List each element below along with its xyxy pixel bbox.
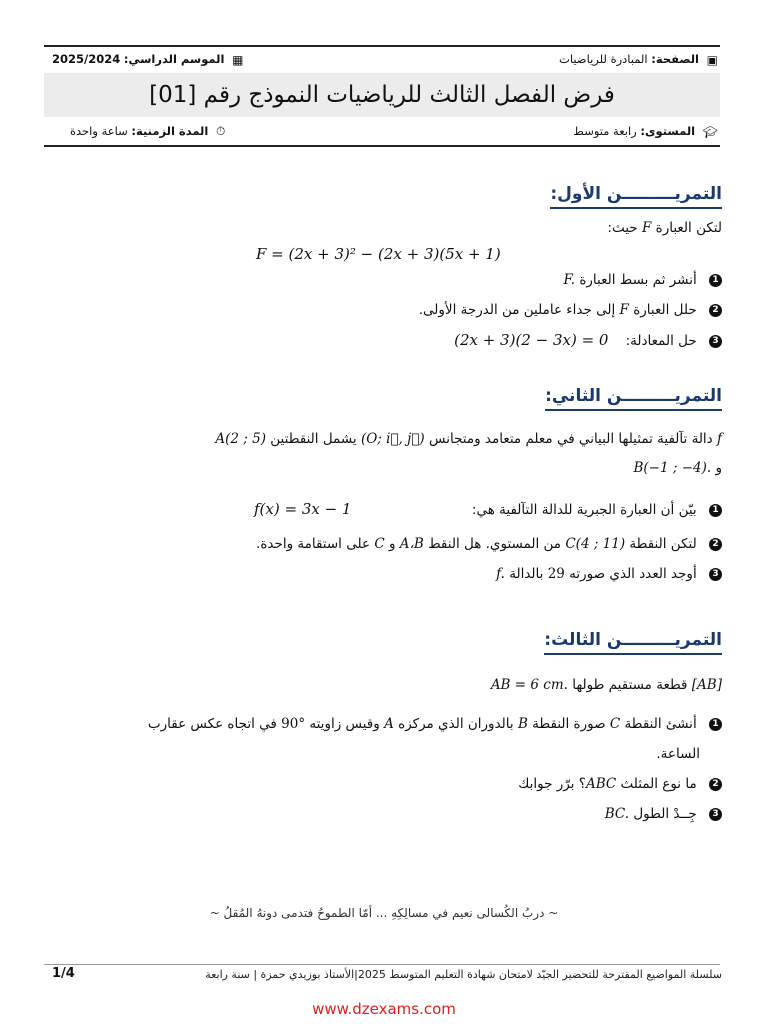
- ex1-intro-var: F: [641, 220, 652, 236]
- ex2-intro-cont: [633, 460, 722, 476]
- ex3-q2-tri: ABC: [585, 776, 617, 792]
- ex2-q3-pre: أوجد العدد الذي صورته: [569, 566, 697, 582]
- q-number: 1: [709, 274, 722, 287]
- footer-rule: [44, 964, 720, 965]
- ex1-q1-text: أنشر ثم بسط العبارة: [579, 272, 697, 288]
- page-title: فرض الفصل الثالث للرياضيات النموذج رقم [01]: [44, 73, 720, 117]
- ex2-q2-and: و: [388, 536, 396, 552]
- q-number: 2: [709, 538, 722, 551]
- ex1-q2-post: إلى جداء عاملين من الدرجة الأولى.: [418, 302, 616, 318]
- ex2-q2-pre: لتكن النقطة: [629, 536, 697, 552]
- ex3-q1-mid3: وقيس زاويته: [309, 716, 380, 732]
- ex3-intro-text: قطعة مستقيم طولها: [572, 677, 688, 693]
- ex2-intro-text2: يشمل النقطتين: [270, 431, 357, 447]
- ex2-intro-and: و: [715, 460, 722, 476]
- exercise-1-title: التمريـــــــــن الأول:: [550, 184, 722, 209]
- ex2-q3-mid: بالدالة: [509, 566, 544, 582]
- footer-quote: ~ دربُ الكُسالى نعيم في مسالِكِهِ ... أمّا الطموحُ فتدمى دونهُ المُقلُ ~: [209, 906, 559, 920]
- ex1-intro: [607, 220, 722, 236]
- q-number: 2: [709, 304, 722, 317]
- ex1-q2-pre: حلل العبارة: [633, 302, 697, 318]
- ex1-q3-eq: (2x + 3)(2 − 3x) = 0: [454, 331, 609, 349]
- ex3-q1-mid: صورة النقطة: [532, 716, 606, 732]
- ex2-q2-mid: من المستوي. هل النقط: [428, 536, 562, 552]
- page-number: 1/4: [52, 966, 75, 981]
- q-number: 3: [709, 568, 722, 581]
- graduation-cap-icon: 🎓︎: [702, 124, 718, 139]
- ex2-q1-text: بيّن أن العبارة الجبرية للدالة التآلفية هي:: [471, 502, 697, 518]
- ex3-q1-c: C: [609, 716, 621, 732]
- ex1-q2: [419, 302, 722, 318]
- level-value: رابعة متوسط: [573, 124, 637, 138]
- header-top-rule: [44, 45, 720, 47]
- ex3-q3-seg: BC.: [604, 806, 630, 822]
- ex1-intro-pre: لتكن العبارة: [655, 220, 722, 236]
- ex3-intro-seg: [AB]: [691, 677, 722, 693]
- q-number: 1: [709, 504, 722, 517]
- ex3-q1-pre: أنشئ النقطة: [624, 716, 697, 732]
- ex3-q1: [148, 716, 722, 732]
- ex2-q2-point: C(4 ; 11): [565, 536, 626, 552]
- season-meta: [52, 52, 247, 67]
- ex2-point-a: A(2 ; 5): [215, 431, 266, 447]
- ex3-intro: [491, 677, 722, 693]
- page-value: المبادرة للرياضيات: [559, 52, 648, 66]
- header-bottom-rule: [44, 145, 720, 147]
- ex2-q3: [496, 566, 722, 582]
- ex2-q1: [472, 502, 722, 518]
- ex3-q2-pre: ما نوع المثلث: [620, 776, 697, 792]
- ex3-q1-angle: 90°: [281, 716, 306, 732]
- ex2-q2-pts: A،B: [399, 536, 424, 552]
- page-label: الصفحة:: [651, 52, 699, 66]
- ex2-intro-frame: (O; i⃗, j⃗): [360, 431, 425, 447]
- ex3-intro-len: AB = 6 cm.: [490, 677, 568, 693]
- exercise-2-title: التمريـــــــــن الثاني:: [545, 386, 722, 411]
- ex3-q1-a: A: [384, 716, 394, 732]
- ex1-q1: [563, 272, 722, 288]
- q-number: 2: [709, 778, 722, 791]
- ex2-point-b: B(−1 ; −4).: [633, 460, 712, 476]
- duration-label: المدة الزمنية:: [131, 124, 209, 138]
- ex3-q3: [605, 806, 722, 822]
- page-meta: [559, 52, 722, 67]
- ex2-intro-text: دالة تآلفية تمثيلها البياني في معلم متعامد ومتجانس: [429, 431, 713, 447]
- level-label: المستوى:: [640, 124, 696, 138]
- ex1-equation: F = (2x + 3)² − (2x + 3)(5x + 1): [256, 245, 501, 263]
- ex3-q2-post: ؟ برّر جوابك: [518, 776, 586, 792]
- stopwatch-icon: ⏱︎: [215, 124, 226, 138]
- ex3-q1-post: في اتجاه عكس عقارب: [147, 716, 277, 732]
- ex3-q1-mid2: بالدوران الذي مركزه: [398, 716, 514, 732]
- q-number: 3: [709, 808, 722, 821]
- ex2-q3-val: 29: [547, 566, 565, 582]
- q-number: 3: [709, 335, 722, 348]
- site-link[interactable]: www.dzexams.com: [312, 1000, 456, 1018]
- ex2-q1-eq: f(x) = 3x − 1: [254, 500, 352, 518]
- ex2-intro-var: f: [717, 431, 722, 447]
- ex3-q3-pre: جِــدْ الطول: [633, 806, 697, 822]
- ex3-q1-cont: [656, 746, 700, 762]
- duration-value: ساعة واحدة: [70, 124, 128, 138]
- ex1-q1-var: F.: [563, 272, 576, 288]
- q-number: 1: [709, 718, 722, 731]
- ex2-q2: [256, 536, 722, 552]
- ex2-q3-var: f.: [496, 566, 505, 582]
- calendar-icon: ▦: [232, 52, 244, 67]
- ex3-q2: [518, 776, 722, 792]
- exercise-3-title: التمريـــــــــن الثالث:: [544, 630, 722, 655]
- season-label: الموسم الدراسي:: [123, 52, 225, 66]
- ex1-q3-text: حل المعادلة:: [625, 333, 697, 349]
- level-meta: [573, 124, 722, 139]
- ex3-q1-b: B: [517, 716, 528, 732]
- ex3-q1-post2: الساعة.: [656, 746, 700, 762]
- ex2-q2-c: C: [374, 536, 385, 552]
- ex1-q3: [454, 331, 722, 349]
- facebook-icon: ▣: [706, 52, 718, 67]
- footer-series: سلسلة المواضيع المقترحة للتحضير الجيّد لامتحان شهادة التعليم المتوسط 2025|الأستاذ بوزيدي حمزة | سنة رابعة: [205, 968, 722, 981]
- season-value: 2025/2024: [52, 52, 121, 66]
- ex1-intro-post: حيث:: [607, 220, 638, 236]
- ex1-q2-var: F: [619, 302, 629, 318]
- ex2-intro: [215, 431, 722, 447]
- duration-meta: [70, 124, 229, 139]
- ex2-q2-post: على استقامة واحدة.: [256, 536, 371, 552]
